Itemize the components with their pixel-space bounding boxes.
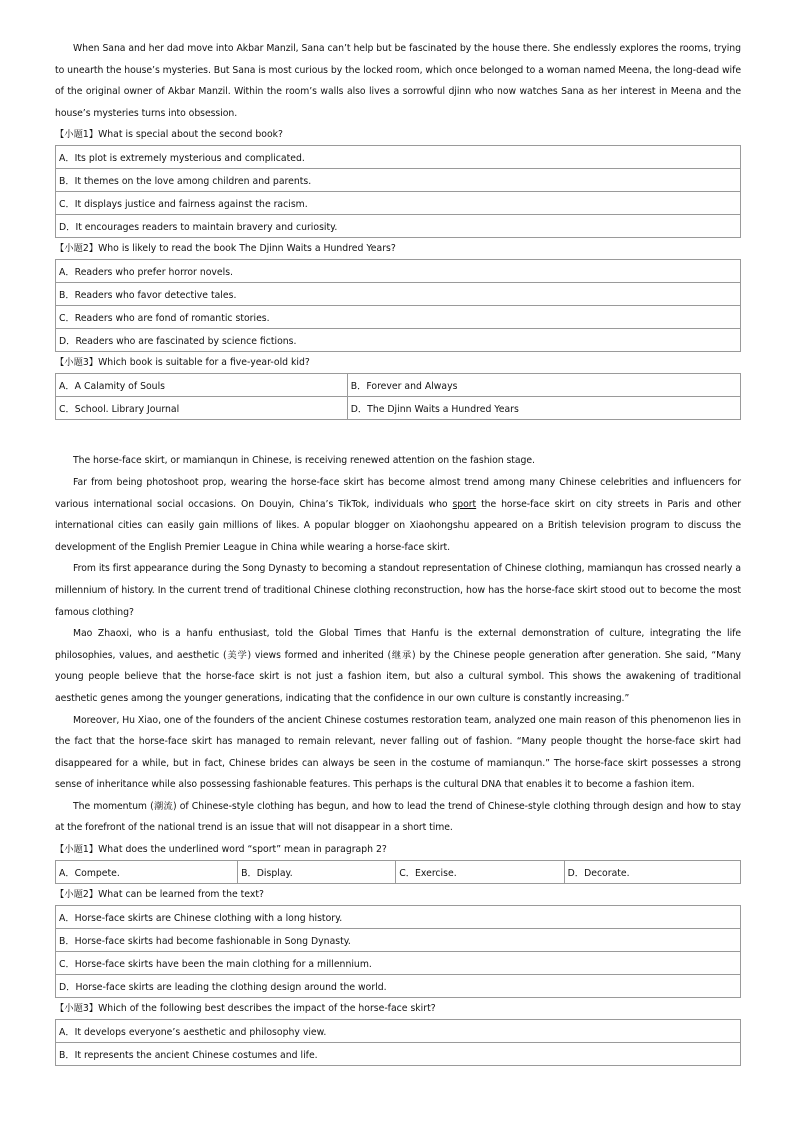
q1-1-option-a[interactable]: A．Its plot is extremely mysterious and complicated. <box>56 146 741 169</box>
q1-2-options <box>55 259 741 352</box>
q2-1-stem: 【小题1】What does the underlined word “sport” mean in paragraph 2? <box>55 844 387 856</box>
exam-page <box>55 38 741 1066</box>
q2-1-options <box>55 860 741 884</box>
q2-3-option-a[interactable]: A．It develops everyone’s aesthetic and philosophy view. <box>56 1020 741 1043</box>
passage1-paragraph: When Sana and her dad move into Akbar Manzil, Sana can’t help but be fascinated by the house there. She endlessly explores the rooms, trying to unearth the house’s mysteries. But Sana is most curious by the locked room, which once belonged to a woman named Meena, the long-dead wife of the original owner of Akbar Manzil. Within the room’s walls also lives a sorrowful djinn who now watches Sana as her interest in Meena and the house’s mysteries turns into obsession. <box>55 43 741 119</box>
q1-3-options <box>55 373 741 420</box>
q1-2-option-d[interactable]: D．Readers who are fascinated by science fictions. <box>56 329 741 352</box>
q2-3-options <box>55 1019 741 1066</box>
q2-2-stem: 【小题2】What can be learned from the text? <box>55 889 264 901</box>
passage2-p4: Mao Zhaoxi, who is a hanfu enthusiast, told the Global Times that Hanfu is the external demonstration of culture, integrating the life philosophies, values, and aesthetic (美学) views formed and inherited (继承) by the Chinese people generation after generation. She said, “Many young people believe that the horse-face skirt is not just a fashion item, but also a cultural symbol. This shows the awakening of traditional aesthetic genes among the younger generations, indicating that the confidence in our own culture is constantly increasing.” <box>55 628 741 704</box>
q1-2-option-b[interactable]: B．Readers who favor detective tales. <box>56 283 741 306</box>
passage2-p3: From its first appearance during the Song Dynasty to becoming a standout representation of Chinese clothing, mamianqun has crossed nearly a millennium of history. In the current trend of traditional Chinese clothing reconstruction, how has the horse-face skirt stood out to become the most famous clothing? <box>55 563 741 618</box>
q2-3-option-b[interactable]: B．It represents the ancient Chinese costumes and life. <box>56 1043 741 1066</box>
q1-3-option-b[interactable]: B．Forever and Always <box>347 374 740 397</box>
section-gap <box>55 420 741 450</box>
q1-3-option-a[interactable]: A．A Calamity of Souls <box>56 374 348 397</box>
q1-1-option-d[interactable]: D．It encourages readers to maintain bravery and curiosity. <box>56 215 741 238</box>
q2-2-option-a[interactable]: A．Horse-face skirts are Chinese clothing with a long history. <box>56 906 741 929</box>
q1-1-option-b[interactable]: B．It themes on the love among children and parents. <box>56 169 741 192</box>
q1-1-options <box>55 145 741 238</box>
passage2-p6: The momentum (潮流) of Chinese-style clothing has begun, and how to lead the trend of Chinese-style clothing through design and how to stay at the forefront of the national trend is an issue that will not disappear in a short time. <box>55 800 741 834</box>
q1-3-option-c[interactable]: C．School. Library Journal <box>56 397 348 420</box>
q2-2-option-d[interactable]: D．Horse-face skirts are leading the clothing design around the world. <box>56 975 741 998</box>
passage2-p2 <box>55 472 741 558</box>
q2-2-option-b[interactable]: B．Horse-face skirts had become fashionable in Song Dynasty. <box>56 929 741 952</box>
q2-3-stem: 【小题3】Which of the following best describes the impact of the horse-face skirt? <box>55 1003 436 1015</box>
q1-3-option-d[interactable]: D．The Djinn Waits a Hundred Years <box>347 397 740 420</box>
q2-1-option-a[interactable]: A．Compete. <box>56 861 238 884</box>
q1-2-option-a[interactable]: A．Readers who prefer horror novels. <box>56 260 741 283</box>
q2-2-options <box>55 905 741 998</box>
underlined-word-sport: sport <box>452 498 477 510</box>
q2-1-option-c[interactable]: C．Exercise. <box>396 861 564 884</box>
q1-2-option-c[interactable]: C．Readers who are fond of romantic stories. <box>56 306 741 329</box>
q1-3-stem: 【小题3】Which book is suitable for a five-year-old kid? <box>55 357 310 369</box>
q1-1-stem: 【小题1】What is special about the second book? <box>55 129 283 141</box>
q1-2-stem: 【小题2】Who is likely to read the book The Djinn Waits a Hundred Years? <box>55 243 396 255</box>
passage2-p5: Moreover, Hu Xiao, one of the founders of the ancient Chinese costumes restoration team, analyzed one main reason of this phenomenon lies in the fact that the horse-face skirt has managed to remain relevant, never falling out of fashion. “Many people thought the horse-face skirt had disappeared for a while, but in fact, Chinese brides can always be seen in the costume of mamianqun.” The horse-face skirt possesses a strong sense of inheritance while also possessing fashionable features. This perhaps is the cultural DNA that enables it to become a fashion item. <box>55 714 741 791</box>
q2-1-option-b[interactable]: B．Display. <box>238 861 396 884</box>
q2-1-option-d[interactable]: D．Decorate. <box>564 861 740 884</box>
passage2-p2-before: Far from being photoshoot prop, wearing the horse-face skirt has become almost trend among many Chinese celebrities and influencers for various international social occasions. On Douyin, China’s TikTok, individuals who <box>55 476 741 510</box>
q2-2-option-c[interactable]: C．Horse-face skirts have been the main clothing for a millennium. <box>56 952 741 975</box>
passage2-p1: The horse-face skirt, or mamianqun in Chinese, is receiving renewed attention on the fashion stage. <box>73 455 535 467</box>
q1-1-option-c[interactable]: C．It displays justice and fairness against the racism. <box>56 192 741 215</box>
passage2-p2-after: the horse-face skirt on city streets in Paris and other international cities can easily gain millions of likes. A popular blogger on Xiaohongshu appeared on a British television program to discuss the development of the English Premier League in China while wearing a horse-face skirt. <box>55 498 741 553</box>
